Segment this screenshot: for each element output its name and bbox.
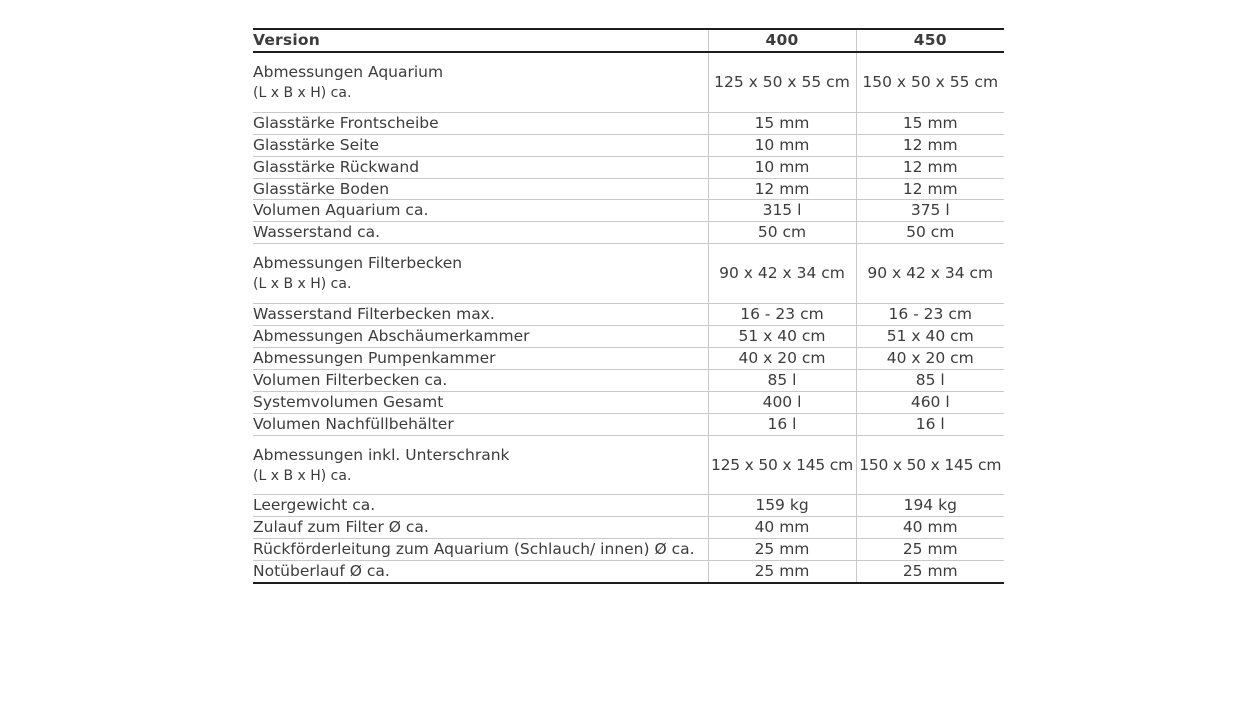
row-label: [253, 391, 708, 413]
table-row: [253, 134, 1004, 156]
row-value-450: 194 kg: [856, 495, 1004, 517]
row-label: [253, 134, 708, 156]
row-label-text: Abmessungen inkl. Unterschrank: [253, 445, 510, 464]
column-header-450: 450: [856, 29, 1004, 52]
row-label-text: Volumen Aquarium ca.: [253, 201, 429, 220]
table-row: [253, 112, 1004, 134]
row-value-400: 85 l: [708, 369, 856, 391]
row-label-text: Systemvolumen Gesamt: [253, 392, 444, 411]
table-row: [253, 435, 1004, 495]
row-label: [253, 112, 708, 134]
row-label-text: Glasstärke Frontscheibe: [253, 113, 439, 132]
table-body: [253, 52, 1004, 583]
row-label: [253, 539, 708, 561]
row-value-450: 12 mm: [856, 156, 1004, 178]
row-label: [253, 304, 708, 326]
row-label: [253, 517, 708, 539]
row-value-450: 90 x 42 x 34 cm: [856, 244, 1004, 304]
row-value-400: 10 mm: [708, 134, 856, 156]
row-label-text: Zulauf zum Filter Ø ca.: [253, 518, 429, 537]
row-label-text: Glasstärke Seite: [253, 135, 380, 154]
row-label: [253, 244, 708, 304]
row-value-400: 125 x 50 x 145 cm: [708, 435, 856, 495]
row-value-400: 12 mm: [708, 178, 856, 200]
row-value-450: 25 mm: [856, 539, 1004, 561]
row-value-450: 150 x 50 x 55 cm: [856, 52, 1004, 112]
row-value-450: 15 mm: [856, 112, 1004, 134]
table-row: [253, 539, 1004, 561]
row-value-400: 125 x 50 x 55 cm: [708, 52, 856, 112]
row-label-sub: (L x B x H) ca.: [253, 84, 352, 101]
row-label: [253, 52, 708, 112]
row-label-text: Wasserstand Filterbecken max.: [253, 305, 495, 324]
row-label: [253, 369, 708, 391]
row-label-text: Wasserstand ca.: [253, 223, 381, 242]
row-value-450: 51 x 40 cm: [856, 326, 1004, 348]
row-label-text: Glasstärke Boden: [253, 179, 390, 198]
row-value-450: 16 l: [856, 413, 1004, 435]
table-header-row: [253, 29, 1004, 52]
specifications-table-container: [253, 28, 1004, 584]
row-value-450: 16 - 23 cm: [856, 304, 1004, 326]
row-label: [253, 495, 708, 517]
row-label-text: Abmessungen Aquarium: [253, 62, 444, 81]
table-row: [253, 369, 1004, 391]
row-value-400: 16 l: [708, 413, 856, 435]
row-label-sub: (L x B x H) ca.: [253, 467, 352, 484]
row-value-400: 40 mm: [708, 517, 856, 539]
row-label-sub: (L x B x H) ca.: [253, 276, 352, 293]
row-label-text: Glasstärke Rückwand: [253, 157, 420, 176]
table-row: [253, 413, 1004, 435]
row-value-400: 50 cm: [708, 222, 856, 244]
table-row: [253, 222, 1004, 244]
table-row: [253, 200, 1004, 222]
row-value-400: 40 x 20 cm: [708, 347, 856, 369]
row-value-450: 375 l: [856, 200, 1004, 222]
row-value-450: 50 cm: [856, 222, 1004, 244]
table-row: [253, 517, 1004, 539]
row-value-400: 16 - 23 cm: [708, 304, 856, 326]
table-row: [253, 52, 1004, 112]
row-label-text: Rückförderleitung zum Aquarium (Schlauch/ innen) Ø ca.: [253, 540, 695, 559]
row-label-text: Abmessungen Filterbecken: [253, 254, 463, 273]
table-row: [253, 156, 1004, 178]
row-label: [253, 413, 708, 435]
row-value-400: 25 mm: [708, 561, 856, 583]
row-value-400: 15 mm: [708, 112, 856, 134]
table-row: [253, 391, 1004, 413]
table-row: [253, 244, 1004, 304]
row-label: [253, 326, 708, 348]
row-label-text: Volumen Nachfüllbehälter: [253, 414, 454, 433]
row-label-text: Abmessungen Abschäumerkammer: [253, 327, 530, 345]
row-label: [253, 156, 708, 178]
row-label: [253, 435, 708, 495]
row-value-450: 150 x 50 x 145 cm: [856, 435, 1004, 495]
table-row: [253, 347, 1004, 369]
row-label: [253, 561, 708, 583]
column-header-version: Version: [253, 29, 708, 52]
row-value-450: 460 l: [856, 391, 1004, 413]
row-label: [253, 222, 708, 244]
row-value-400: 315 l: [708, 200, 856, 222]
column-header-400: 400: [708, 29, 856, 52]
table-row: [253, 178, 1004, 200]
row-label: [253, 178, 708, 200]
table-row: [253, 495, 1004, 517]
row-value-450: 12 mm: [856, 178, 1004, 200]
row-value-400: 25 mm: [708, 539, 856, 561]
row-label: [253, 347, 708, 369]
row-value-400: 10 mm: [708, 156, 856, 178]
row-label-text: Volumen Filterbecken ca.: [253, 370, 448, 389]
row-label: [253, 200, 708, 222]
row-label-text: Leergewicht ca.: [253, 496, 376, 515]
row-value-450: 85 l: [856, 369, 1004, 391]
row-value-450: 40 x 20 cm: [856, 347, 1004, 369]
row-value-400: 90 x 42 x 34 cm: [708, 244, 856, 304]
table-row: [253, 304, 1004, 326]
specifications-table: [253, 28, 1004, 584]
row-label-text: Abmessungen Pumpenkammer: [253, 348, 496, 367]
row-value-400: 159 kg: [708, 495, 856, 517]
row-value-400: 400 l: [708, 391, 856, 413]
table-row: [253, 326, 1004, 348]
row-label-text: Notüberlauf Ø ca.: [253, 562, 390, 581]
row-value-450: 25 mm: [856, 561, 1004, 583]
table-header: [253, 29, 1004, 52]
row-value-400: 51 x 40 cm: [708, 326, 856, 348]
row-value-450: 12 mm: [856, 134, 1004, 156]
row-value-450: 40 mm: [856, 517, 1004, 539]
table-row: [253, 561, 1004, 583]
